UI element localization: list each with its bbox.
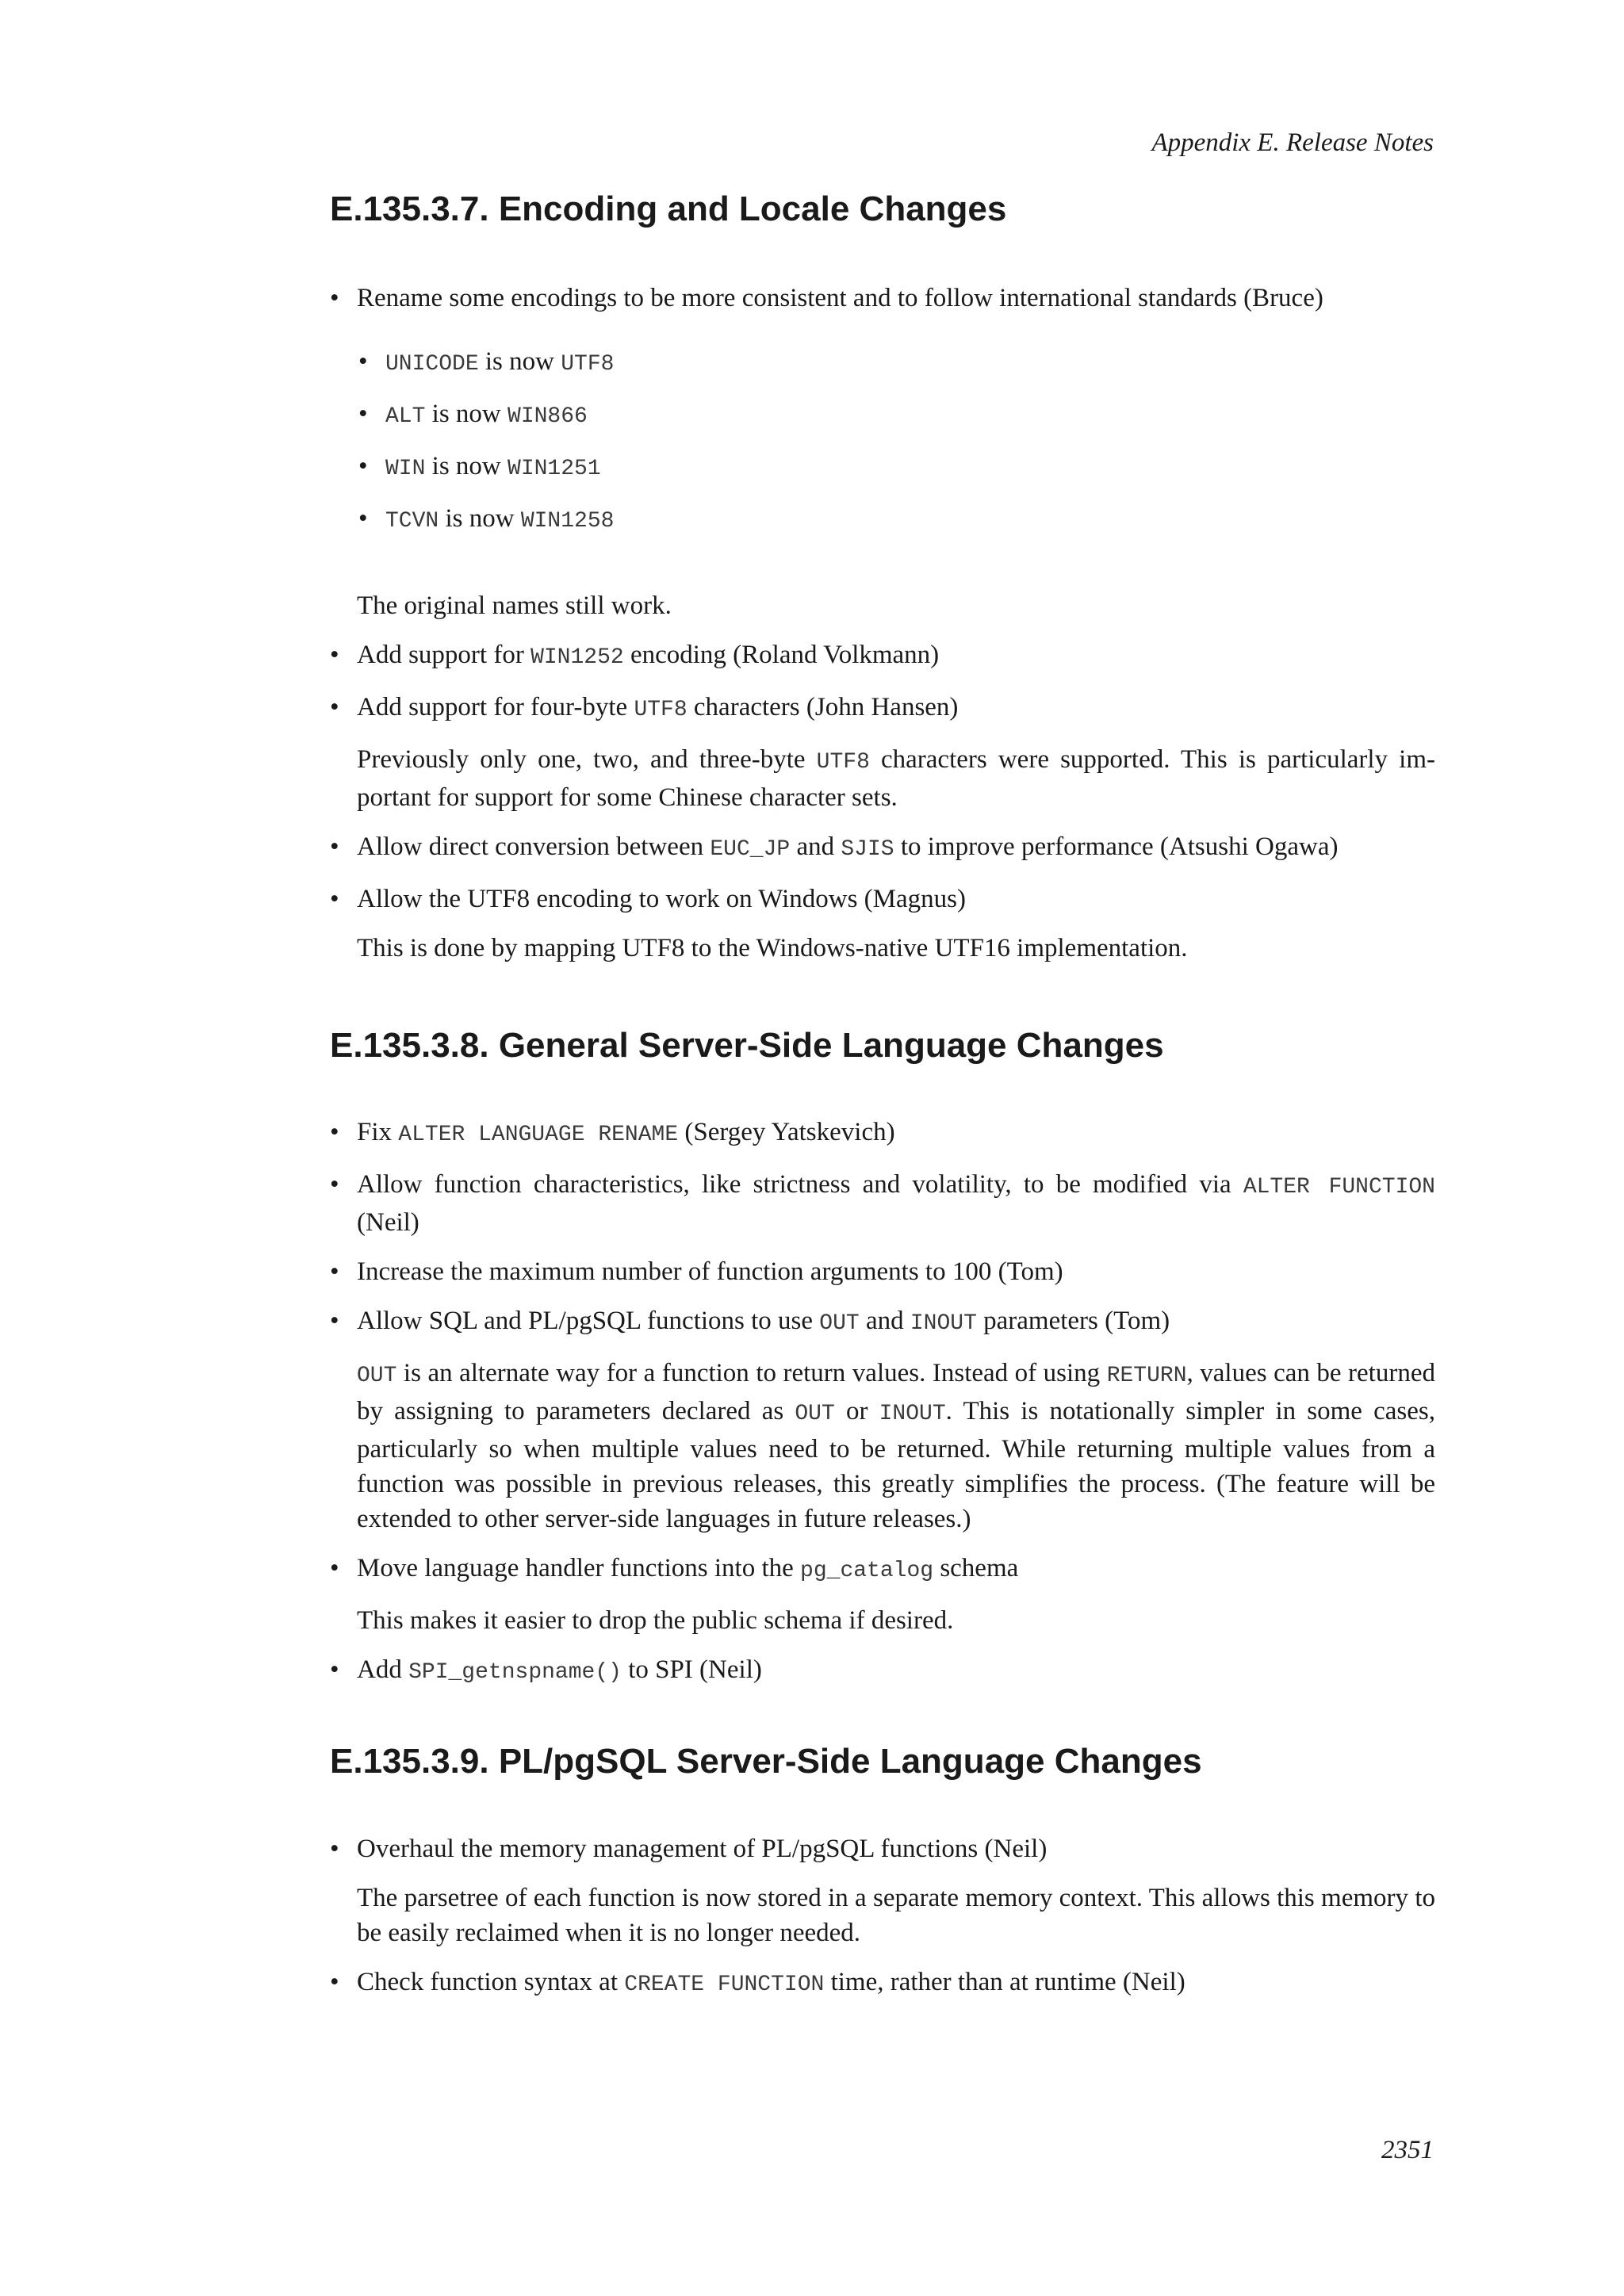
paragraph: OUT is an alternate way for a function to return values. Instead of using RETURN, values can be returned by assigning to parameters declared as OUT or INOUT. This is notationally simpler in some cases, particularly so when multiple values need to be returned. While returning multiple values from a function was possible in previous releases, this greatly simplifies the process. (The feature will be extended to other server-side languages in future releases.) bbox=[357, 1359, 1435, 1533]
list-item: • Move language handler functions into the pg_catalog schema bbox=[330, 1554, 1019, 1583]
paragraph: The original names still work. bbox=[357, 591, 672, 620]
list-item: • Check function syntax at CREATE FUNCTION time, rather than at runtime (Neil) bbox=[330, 1968, 1185, 1997]
section-body bbox=[330, 1831, 1435, 2003]
list-item: • Add SPI_getnspname() to SPI (Neil) bbox=[330, 1655, 762, 1685]
sub-list-item: • WIN is now WIN1251 bbox=[358, 452, 601, 481]
sub-list-item: • UNICODE is now UTF8 bbox=[358, 347, 615, 377]
section-body bbox=[330, 637, 1435, 966]
list-item: • Allow the UTF8 encoding to work on Windows (Magnus) bbox=[330, 885, 966, 913]
running-header: Appendix E. Release Notes bbox=[1151, 128, 1434, 157]
section-body bbox=[330, 1115, 1435, 1690]
list-item: • Allow SQL and PL/pgSQL functions to use OUT and INOUT parameters (Tom) bbox=[330, 1307, 1170, 1336]
paragraph: This is done by mapping UTF8 to the Windows-native UTF16 implementation. bbox=[357, 934, 1188, 962]
section-heading: E.135.3.7. Encoding and Locale Changes bbox=[330, 189, 1007, 228]
sub-list-item: • ALT is now WIN866 bbox=[358, 400, 588, 429]
paragraph: This makes it easier to drop the public schema if desired. bbox=[357, 1606, 954, 1635]
page-number: 2351 bbox=[1381, 2136, 1434, 2164]
list-item: • Add support for four-byte UTF8 characters (John Hansen) bbox=[330, 693, 959, 722]
list-item: • Increase the maximum number of function arguments to 100 (Tom) bbox=[330, 1257, 1063, 1286]
list-item: • Overhaul the memory management of PL/pgSQL functions (Neil) bbox=[330, 1835, 1048, 1863]
list-item: • Rename some encodings to be more consistent and to follow international standards (Bruce) bbox=[330, 284, 1323, 312]
list-item: • Allow function characteristics, like strictness and volatility, to be modified via ALTER FUNCTION (Neil) bbox=[330, 1170, 1435, 1237]
section-body bbox=[330, 588, 1435, 623]
section-heading: E.135.3.9. PL/pgSQL Server-Side Language Changes bbox=[330, 1742, 1202, 1781]
section-body bbox=[330, 281, 1435, 316]
list-item: • Fix ALTER LANGUAGE RENAME (Sergey Yatskevich) bbox=[330, 1118, 895, 1147]
section-heading: E.135.3.8. General Server-Side Language Changes bbox=[330, 1026, 1164, 1065]
list-item: • Add support for WIN1252 encoding (Roland Volkmann) bbox=[330, 641, 940, 670]
sub-list-item: • TCVN is now WIN1258 bbox=[358, 504, 615, 534]
paragraph: Previously only one, two, and three-byte UTF8 characters were supported. This is particularly im-portant for support for some Chinese character sets. bbox=[357, 745, 1435, 812]
list-item: • Allow direct conversion between EUC_JP and SJIS to improve performance (Atsushi Ogawa) bbox=[330, 832, 1339, 862]
paragraph: The parsetree of each function is now stored in a separate memory context. This allows this memory to be easily reclaimed when it is no longer needed. bbox=[357, 1884, 1435, 1947]
sub-list bbox=[330, 344, 1435, 539]
